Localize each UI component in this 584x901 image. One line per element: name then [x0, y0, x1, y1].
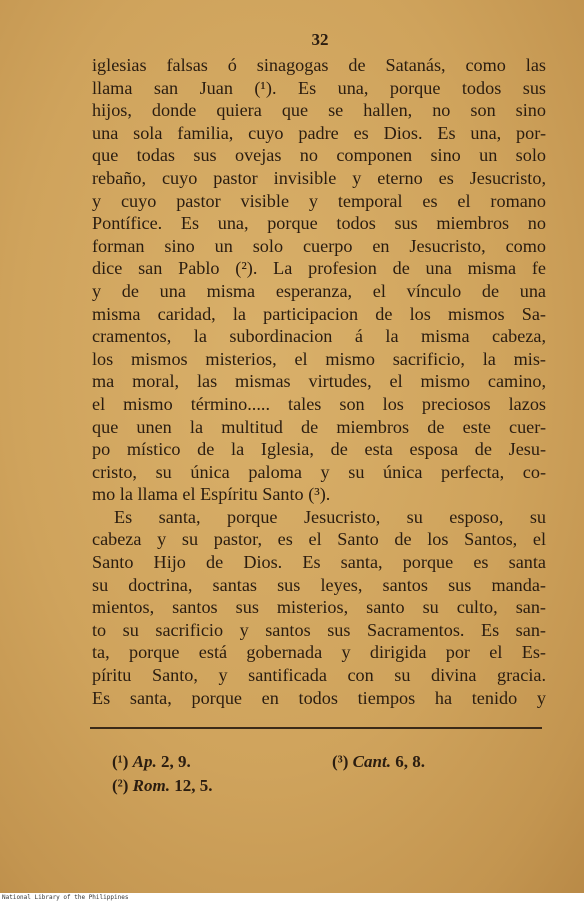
- footnote-2: [112, 774, 212, 798]
- text-line: forman sino un solo cuerpo en Jesucristo, como: [92, 235, 546, 256]
- footnote-mark: (²): [112, 776, 129, 795]
- text-line: po místico de la Iglesia, de esta esposa de Jesu-: [92, 439, 546, 460]
- text-line: ta, porque está gobernada y dirigida por el Es-: [92, 642, 546, 663]
- text-line: hijos, donde quiera que se hallen, no son sino: [92, 100, 546, 121]
- page-number: 32: [311, 30, 329, 49]
- text-line: rebaño, cuyo pastor invisible y eterno es Jesucristo,: [92, 167, 546, 188]
- text-line: misma caridad, la participacion de los mismos Sa-: [92, 303, 546, 324]
- text-line: iglesias falsas ó sinagogas de Satanás, como las: [92, 55, 546, 75]
- text-line: Santo Hijo de Dios. Es santa, porque es santa: [92, 552, 546, 573]
- text-line: mientos, santos sus misterios, santo su culto, san-: [92, 597, 546, 618]
- text-line: que todas sus ovejas no componen sino un solo: [92, 145, 546, 166]
- footnote-loc: 2, 9.: [161, 752, 191, 771]
- text-line: los mismos misterios, el mismo sacrificio, la mis-: [92, 348, 546, 369]
- text-line: Pontífice. Es una, porque todos sus miembros no: [92, 213, 546, 234]
- footnote-ref: Rom.: [132, 776, 170, 795]
- text-line: cabeza y su pastor, es el Santo de los Santos, el: [92, 529, 546, 550]
- text-line: ma moral, las mismas virtudes, el mismo camino,: [92, 371, 546, 392]
- text-line: cramentos, la subordinacion á la misma cabeza,: [92, 326, 546, 347]
- footnote-loc: 12, 5.: [174, 776, 213, 795]
- footnote-mark: (³): [332, 752, 349, 771]
- text-line: que unen la multitud de miembros de este cuer-: [92, 416, 546, 437]
- text-line: llama san Juan (¹). Es una, porque todos sus: [92, 77, 546, 98]
- text-line: Es santa, porque en todos tiempos ha tenido y: [92, 687, 546, 708]
- footnote-ref: Cant.: [352, 752, 391, 771]
- text-line: y cuyo pastor visible y temporal es el romano: [92, 190, 546, 211]
- footnote-1: [112, 750, 212, 774]
- footnote-ref: Ap.: [132, 752, 157, 771]
- text-line: su doctrina, santas sus leyes, santos sus manda-: [92, 574, 546, 595]
- library-credit: National Library of the Philippines: [2, 894, 129, 901]
- footnote-loc: 6, 8.: [395, 752, 425, 771]
- text-line: el mismo término..... tales son los preciosos lazos: [92, 393, 546, 414]
- text-line: una sola familia, cuyo padre es Dios. Es una, por-: [92, 122, 546, 143]
- text-line: cristo, su única paloma y su única perfecta, co-: [92, 461, 546, 482]
- footnote-3: [332, 750, 425, 774]
- footnotes-left: [112, 750, 212, 798]
- text-line: Es santa, porque Jesucristo, su esposo, su: [114, 506, 546, 527]
- text-line: píritu Santo, y santificada con su divina gracia.: [92, 665, 546, 686]
- text-line: mo la llama el Espíritu Santo (³).: [92, 484, 331, 505]
- body-text: [92, 54, 546, 709]
- footnotes-right: [332, 750, 425, 774]
- text-line: y de una misma esperanza, el vínculo de una: [92, 280, 546, 301]
- footnote-mark: (¹): [112, 752, 129, 771]
- footnote-divider: [90, 727, 542, 729]
- text-line: to su sacrificio y santos sus Sacramentos. Es san-: [92, 619, 546, 640]
- text-line: dice san Pablo (²). La profesion de una misma fe: [92, 258, 546, 279]
